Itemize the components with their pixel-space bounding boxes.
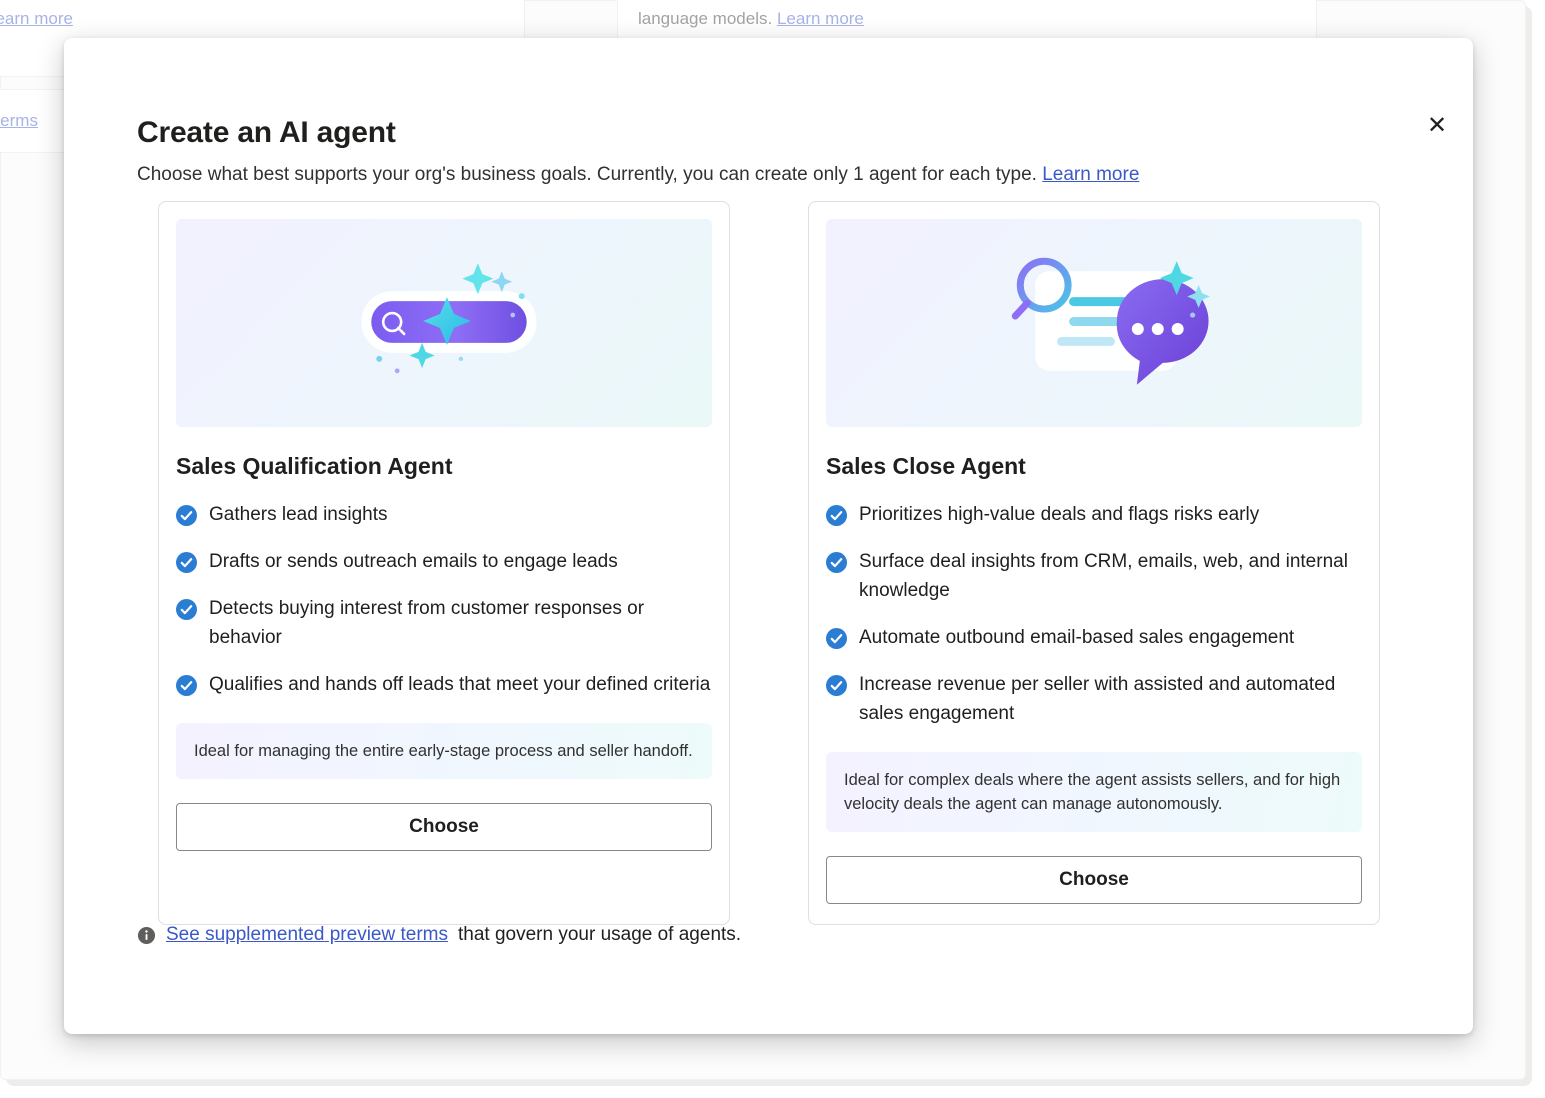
close-icon: ✕ [1426, 112, 1448, 139]
agent-feature-list [826, 500, 1362, 746]
agent-card-list [158, 201, 1380, 925]
dialog-subtitle-text: Choose what best supports your org's business goals. Currently, you can create only 1 agent for each type. [137, 164, 1037, 185]
agent-feature-text: Prioritizes high-value deals and flags risks early [859, 504, 1260, 525]
chat-insights-illustration [826, 219, 1362, 427]
dialog-title: Create an AI agent [137, 116, 396, 149]
agent-feature-text: Gathers lead insights [209, 504, 388, 525]
check-circle-icon [176, 675, 197, 696]
agent-feature-item [826, 670, 1362, 728]
agent-ideal-for-note: Ideal for managing the entire early-stage process and seller handoff. [176, 723, 712, 779]
check-circle-icon [176, 552, 197, 573]
check-circle-icon [826, 552, 847, 573]
info-icon [137, 926, 156, 945]
agent-feature-text: Automate outbound email-based sales engagement [859, 627, 1295, 648]
agent-feature-item [176, 670, 712, 699]
agent-card-sales-qualification[interactable] [158, 201, 730, 925]
agent-feature-item [826, 623, 1362, 652]
agent-feature-item [176, 547, 712, 576]
close-button[interactable] [1419, 108, 1455, 144]
agent-card-title: Sales Close Agent [826, 453, 1026, 479]
agent-card-sales-close[interactable] [808, 201, 1380, 925]
check-circle-icon [176, 599, 197, 620]
check-circle-icon [826, 505, 847, 526]
preview-terms-footer [137, 924, 741, 946]
agent-feature-item [826, 500, 1362, 529]
choose-button-sales-qualification[interactable]: Choose [176, 803, 712, 851]
choose-button-sales-close[interactable]: Choose [826, 856, 1362, 904]
agent-ideal-for-note: Ideal for complex deals where the agent assists sellers, and for high velocity deals the agent can manage autonomously. [826, 752, 1362, 832]
agent-feature-text: Drafts or sends outreach emails to engage leads [209, 551, 618, 572]
agent-feature-list [176, 500, 712, 717]
agent-feature-item [176, 500, 712, 529]
preview-terms-trailing-text: that govern your usage of agents. [457, 924, 742, 945]
agent-feature-text: Increase revenue per seller with assisted and automated sales engagement [859, 674, 1336, 724]
agent-feature-text: Detects buying interest from customer responses or behavior [209, 598, 645, 648]
agent-card-title: Sales Qualification Agent [176, 453, 453, 479]
check-circle-icon [826, 628, 847, 649]
agent-feature-text: Qualifies and hands off leads that meet your defined criteria [209, 674, 711, 695]
agent-feature-item [176, 594, 712, 652]
search-sparkle-illustration [176, 219, 712, 427]
dialog-subtitle-learn-more-link[interactable]: Learn more [1042, 164, 1140, 185]
dialog-subtitle [137, 164, 1139, 186]
check-circle-icon [826, 675, 847, 696]
check-circle-icon [176, 505, 197, 526]
create-ai-agent-dialog [64, 38, 1473, 1034]
agent-feature-text: Surface deal insights from CRM, emails, web, and internal knowledge [859, 551, 1348, 601]
agent-feature-item [826, 547, 1362, 605]
preview-terms-link[interactable]: See supplemented preview terms [166, 924, 448, 945]
